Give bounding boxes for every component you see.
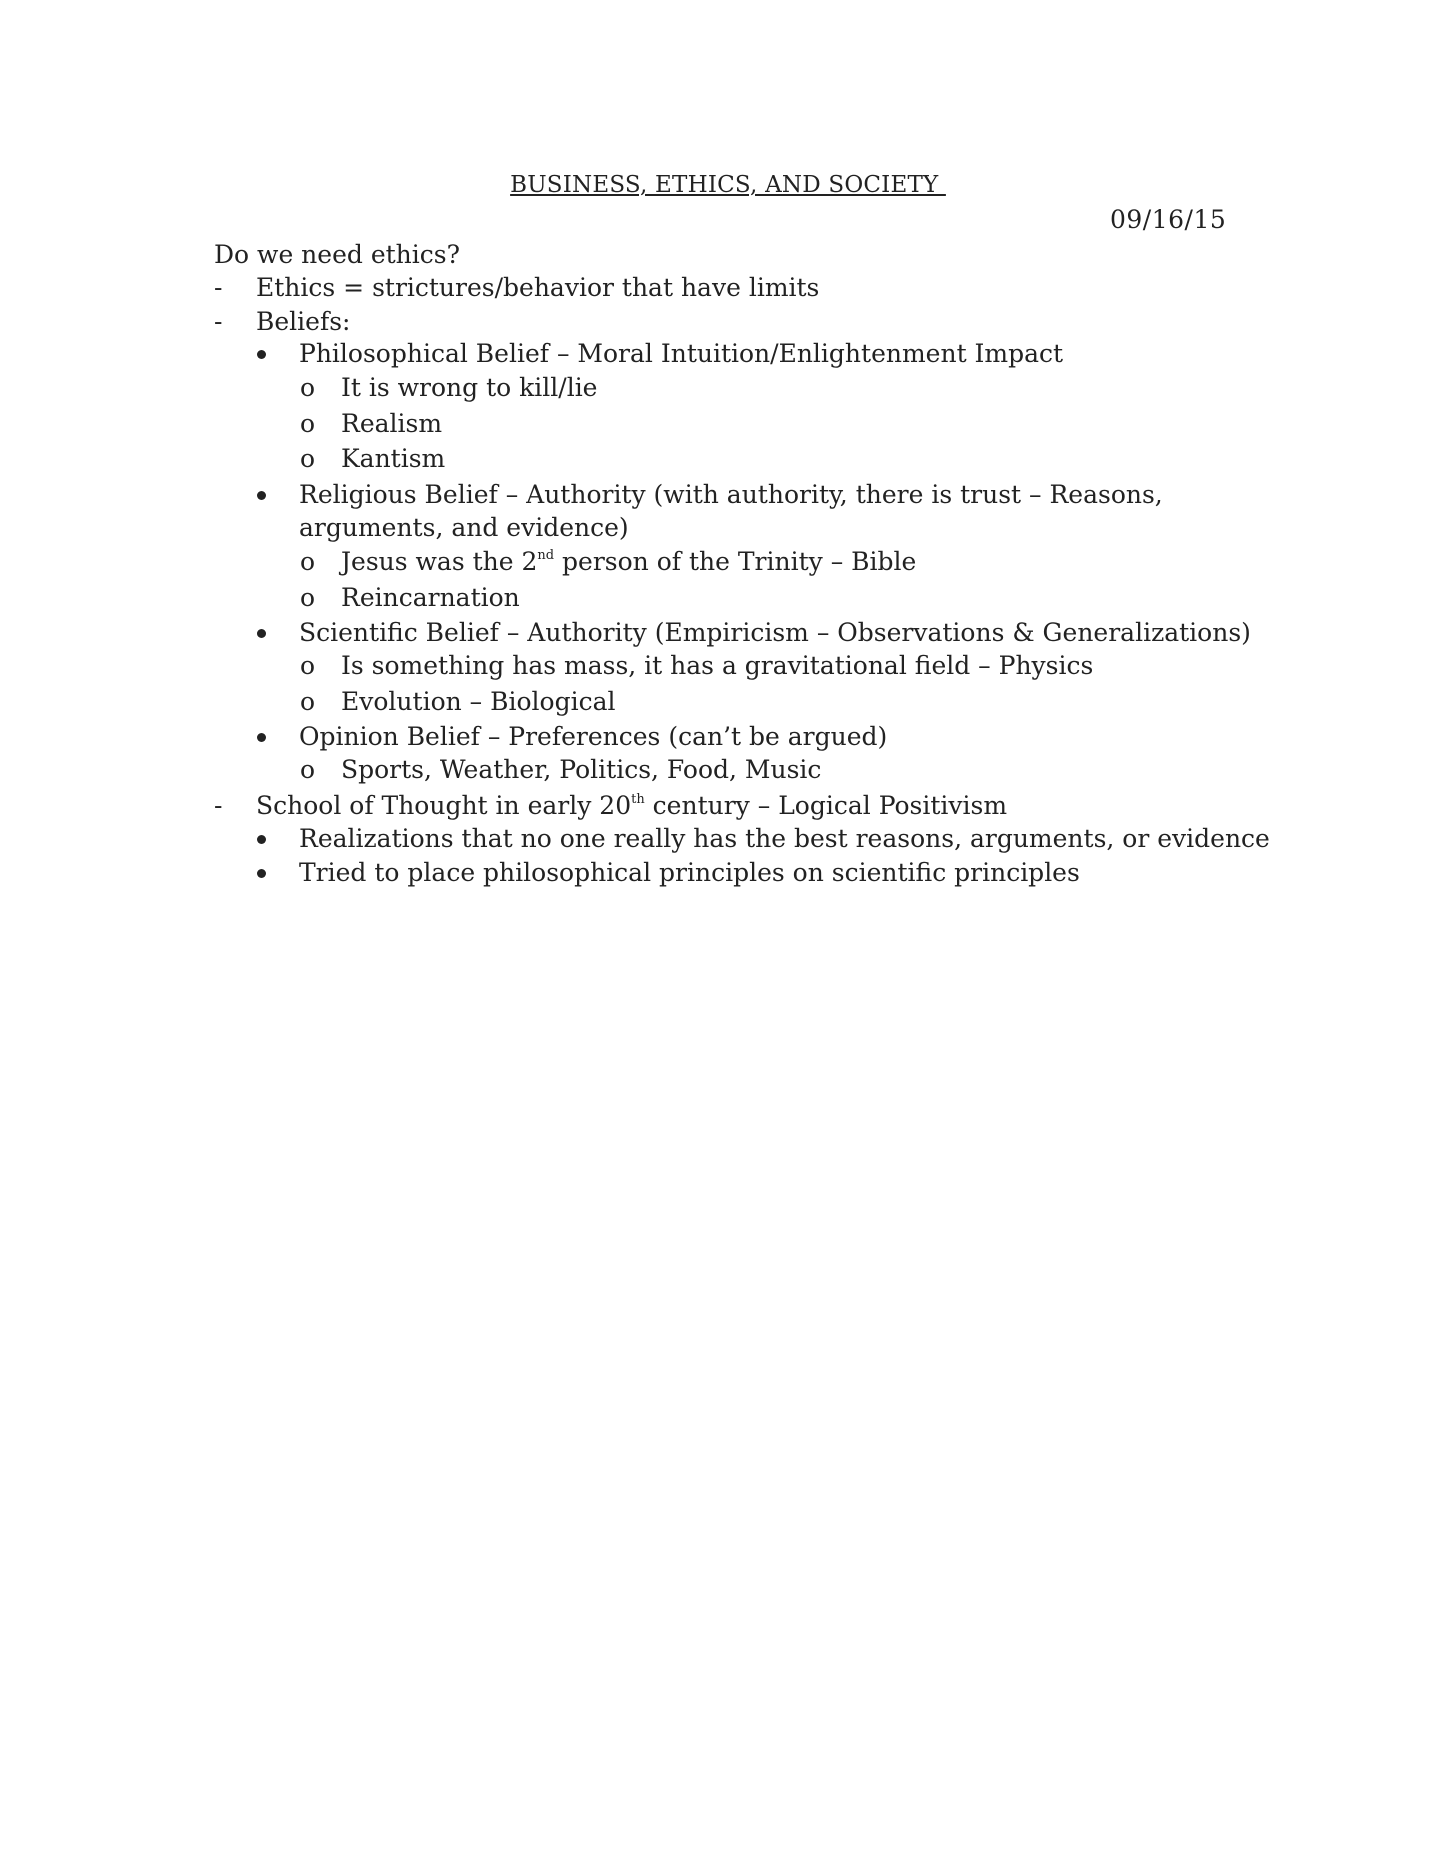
list-item-text: person of the Trinity – Bible [554,547,917,576]
bullet-icon [257,869,266,878]
religious-belief-continued: arguments, and evidence) [299,513,629,542]
dash-marker: - [214,791,223,820]
school-text: School of Thought in early 20 [256,791,632,820]
list-item: It is wrong to kill/lie [341,373,598,402]
bullet-icon [257,629,266,638]
scientific-belief: Scientific Belief – Authority (Empiricism – Observations & Generalizations) [299,618,1251,647]
ethics-definition: Ethics = strictures/behavior that have limits [256,273,820,302]
circle-bullet-icon: o [300,409,316,438]
circle-bullet-icon: o [300,651,316,680]
school-text: century – Logical Positivism [644,791,1008,820]
school-of-thought [256,790,1007,822]
bullet-icon [257,350,266,359]
list-item-text: Jesus was the 2 [341,547,538,576]
bullet-icon [257,835,266,844]
list-item: Is something has mass, it has a gravitational field – Physics [341,651,1094,680]
question-line: Do we need ethics? [214,240,460,269]
bullet-icon [257,733,266,742]
list-item: Kantism [341,444,446,473]
opinion-belief: Opinion Belief – Preferences (can’t be argued) [299,722,888,751]
circle-bullet-icon: o [300,583,316,612]
circle-bullet-icon: o [300,547,316,576]
list-item: Evolution – Biological [341,687,616,716]
superscript: th [631,792,645,807]
religious-belief: Religious Belief – Authority (with authority, there is trust – Reasons, [299,480,1163,509]
circle-bullet-icon: o [300,687,316,716]
superscript: nd [537,548,555,563]
list-item: Realizations that no one really has the best reasons, arguments, or evidence [299,824,1270,853]
document-date: 09/16/15 [1110,205,1227,234]
circle-bullet-icon: o [300,755,316,784]
beliefs-heading: Beliefs: [256,307,351,336]
document-title: BUSINESS, ETHICS, AND SOCIETY [510,172,946,198]
circle-bullet-icon: o [300,373,316,402]
list-item [341,546,916,578]
bullet-icon [257,491,266,500]
philosophical-belief: Philosophical Belief – Moral Intuition/Enlightenment Impact [299,339,1064,368]
circle-bullet-icon: o [300,444,316,473]
list-item: Tried to place philosophical principles on scientific principles [299,858,1080,887]
dash-marker: - [214,307,223,336]
list-item: Sports, Weather, Politics, Food, Music [341,755,822,784]
dash-marker: - [214,273,223,302]
list-item: Reincarnation [341,583,520,612]
list-item: Realism [341,409,443,438]
